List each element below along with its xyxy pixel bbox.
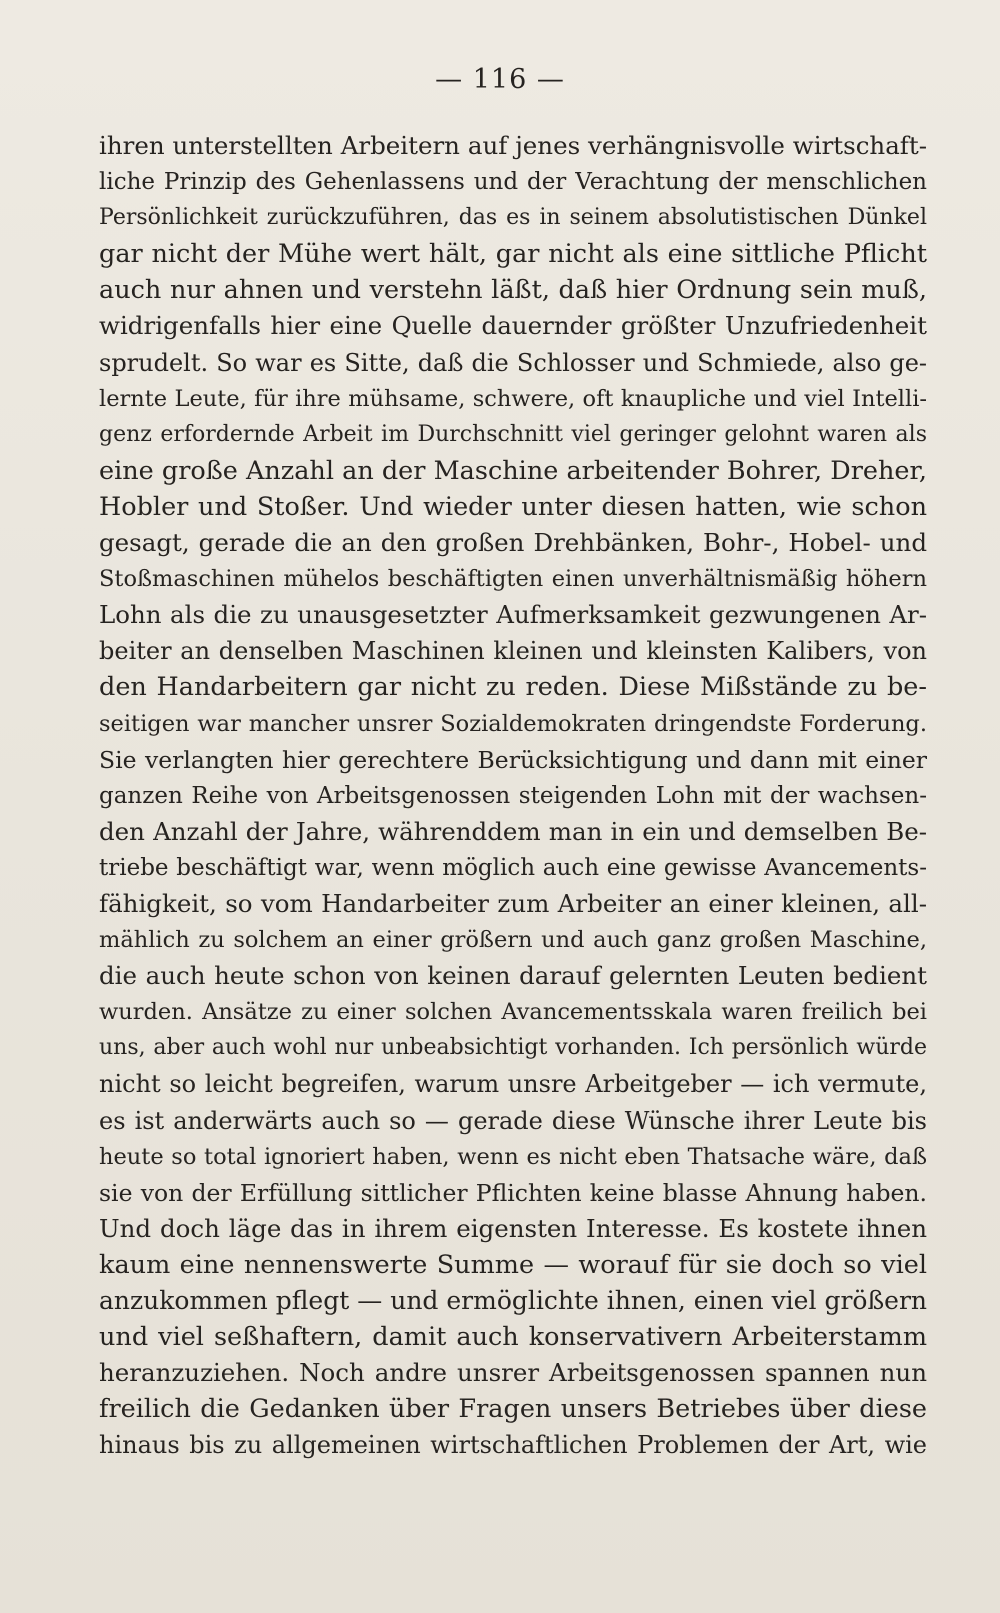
text-line: ganzen Reihe von Arbeitsgenossen steigenden Lohn mit der wachsen- (99, 782, 927, 809)
text-line: Sie verlangten hier gerechtere Berücksichtigung und dann mit einer (99, 745, 927, 774)
text-line: widrigenfalls hier eine Quelle dauernder größter Unzufriedenheit (99, 311, 927, 341)
text-line: ihren unterstellten Arbeitern auf jenes verhängnisvolle wirtschaft- (99, 131, 927, 160)
text-line: Lohn als die zu unausgesetzter Aufmerksamkeit gezwungenen Ar- (99, 600, 927, 630)
text-line: genz erfordernde Arbeit im Durchschnitt viel geringer gelohnt waren als (99, 421, 927, 447)
text-line: nicht so leicht begreifen, warum unsre Arbeitgeber — ich vermute, (99, 1070, 927, 1099)
text-line: die auch heute schon von keinen darauf gelernten Leuten bedient (99, 961, 927, 991)
text-line: den Handarbeitern gar nicht zu reden. Diese Mißstände zu be- (99, 672, 927, 703)
body-text (99, 128, 927, 1463)
text-line: auch nur ahnen und verstehn läßt, daß hier Ordnung sein muß, (99, 275, 927, 306)
text-line: fähigkeit, so vom Handarbeiter zum Arbeiter an einer kleinen, all- (99, 888, 927, 918)
text-line: Persönlichkeit zurückzuführen, das es in seinem absolutistischen Dünkel (99, 205, 927, 231)
text-line: sprudelt. So war es Sitte, daß die Schlosser und Schmiede, also ge- (99, 348, 927, 377)
text-line: triebe beschäftigt war, wenn möglich auch eine gewisse Avancements- (99, 854, 927, 881)
text-line: wurden. Ansätze zu einer solchen Avancementsskala waren freilich bei (99, 999, 927, 1026)
text-line: eine große Anzahl an der Maschine arbeitender Bohrer, Dreher, (99, 455, 928, 486)
text-line: freilich die Gedanken über Fragen unsers Betriebes über diese (99, 1394, 927, 1425)
text-line: uns, aber auch wohl nur unbeabsichtigt vorhanden. Ich persönlich würde (99, 1035, 927, 1061)
page-number: — 116 — (435, 64, 565, 95)
text-line: lernte Leute, für ihre mühsame, schwere, oft knaupliche und viel Intelli- (99, 385, 927, 412)
text-line: hinaus bis zu allgemeinen wirtschaftlichen Problemen der Art, wie (99, 1431, 927, 1460)
text-line: mählich zu solchem an einer größern und auch ganz großen Maschine, (99, 927, 927, 954)
text-line: seitigen war mancher unsrer Sozialdemokraten dringendste Forderung. (99, 710, 927, 737)
text-line: sie von der Erfüllung sittlicher Pflichten keine blasse Ahnung haben. (99, 1178, 927, 1207)
text-line: gesagt, gerade die an den großen Drehbänken, Bohr-, Hobel- und (99, 528, 927, 558)
text-line: Stoßmaschinen mühelos beschäftigten einen unverhältnismäßig höhern (99, 566, 927, 593)
text-line: kaum eine nennenswerte Summe — worauf für sie doch so viel (99, 1249, 927, 1280)
text-line: beiter an denselben Maschinen kleinen und kleinsten Kalibers, von (99, 637, 927, 666)
text-line: Hobler und Stoßer. Und wieder unter diesen hatten, wie schon (99, 491, 927, 522)
text-line: anzukommen pflegt — und ermöglichte ihnen, einen viel größern (99, 1286, 927, 1315)
text-line: den Anzahl der Jahre, währenddem man in ein und demselben Be- (99, 816, 927, 846)
text-line: heute so total ignoriert haben, wenn es nicht eben Thatsache wäre, daß (99, 1143, 927, 1170)
text-line: liche Prinzip des Gehenlassens und der Verachtung der menschlichen (99, 169, 927, 196)
text-line: und viel seßhaftern, damit auch konservativern Arbeiterstamm (99, 1322, 927, 1353)
text-line: heranzuziehen. Noch andre unsrer Arbeitsgenossen spannen nun (99, 1358, 927, 1388)
text-line: gar nicht der Mühe wert hält, gar nicht als eine sittliche Pflicht (99, 239, 927, 270)
text-line: es ist anderwärts auch so — gerade diese Wünsche ihrer Leute bis (99, 1106, 927, 1135)
text-line: Und doch läge das in ihrem eigensten Interesse. Es kostete ihnen (99, 1213, 927, 1243)
